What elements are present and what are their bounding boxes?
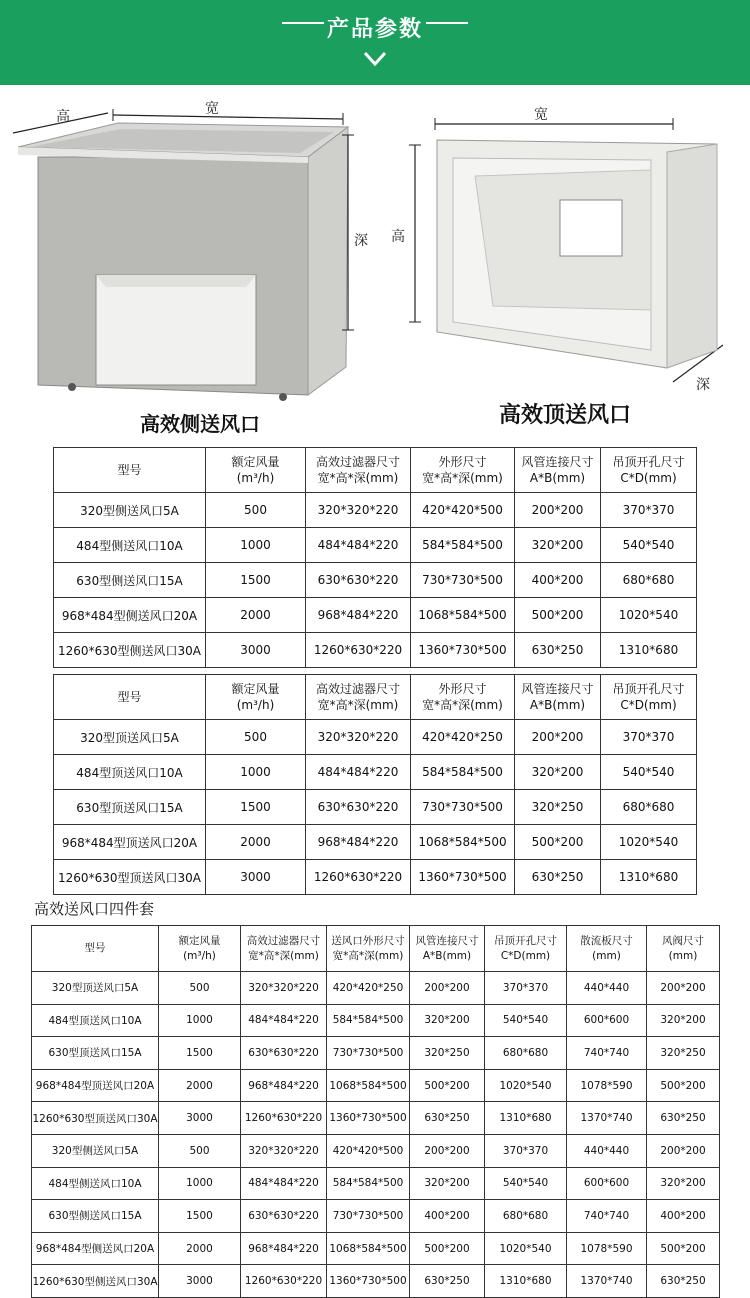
- table-cell: 320*200: [515, 528, 601, 563]
- table-cell: 3000: [206, 860, 306, 895]
- table-cell: 1078*590: [567, 1232, 647, 1265]
- table-cell: 3000: [206, 633, 306, 668]
- table-cell: 1360*730*500: [327, 1265, 410, 1298]
- table-cell: 1000: [206, 755, 306, 790]
- table-cell: 1310*680: [485, 1102, 567, 1135]
- table-cell: 630*630*220: [241, 1037, 327, 1070]
- table-cell: 320*200: [647, 1167, 720, 1200]
- table-cell: 630*250: [647, 1102, 720, 1135]
- table-cell: 420*420*250: [411, 720, 515, 755]
- table-cell: 630*250: [647, 1265, 720, 1298]
- model-cell: 1260*630型侧送风口30A: [54, 633, 206, 668]
- table-cell: 630*250: [515, 860, 601, 895]
- table-cell: 1260*630*220: [306, 860, 411, 895]
- table-cell: 200*200: [647, 972, 720, 1005]
- model-cell: 968*484型侧送风口20A: [54, 598, 206, 633]
- table-cell: 1020*540: [601, 825, 697, 860]
- column-header: 吊顶开孔尺寸 C*D(mm): [485, 926, 567, 972]
- table-header-row: [54, 675, 697, 720]
- side-outlet-photo: [8, 105, 378, 410]
- table-cell: 1020*540: [601, 598, 697, 633]
- table-cell: 320*320*220: [241, 972, 327, 1005]
- banner-right-rule: [426, 22, 468, 24]
- model-cell: 1260*630型顶送风口30A: [32, 1102, 159, 1135]
- table-cell: 500*200: [647, 1069, 720, 1102]
- table-cell: 2000: [159, 1069, 241, 1102]
- table-cell: 584*584*500: [411, 755, 515, 790]
- column-header: 型号: [54, 675, 206, 720]
- table-row: [32, 1167, 720, 1200]
- table-cell: 1500: [159, 1037, 241, 1070]
- model-cell: 320型侧送风口5A: [32, 1134, 159, 1167]
- column-header: 送风口外形尺寸 宽*高*深(mm): [327, 926, 410, 972]
- table-cell: 740*740: [567, 1200, 647, 1233]
- table-cell: 3000: [159, 1102, 241, 1135]
- table-cell: 540*540: [485, 1004, 567, 1037]
- table-row: [32, 1102, 720, 1135]
- side-dim-height: 高: [56, 109, 70, 125]
- table-row: [54, 563, 697, 598]
- column-header: 额定风量 (m³/h): [206, 675, 306, 720]
- table-cell: 200*200: [410, 1134, 485, 1167]
- table-cell: 680*680: [601, 790, 697, 825]
- model-cell: 630型顶送风口15A: [32, 1037, 159, 1070]
- table-row: [32, 1069, 720, 1102]
- table-cell: 630*630*220: [306, 563, 411, 598]
- table-cell: 740*740: [567, 1037, 647, 1070]
- model-cell: 968*484型顶送风口20A: [54, 825, 206, 860]
- table-cell: 1260*630*220: [241, 1102, 327, 1135]
- table-cell: 320*200: [410, 1167, 485, 1200]
- table-cell: 1500: [206, 790, 306, 825]
- table-cell: 1260*630*220: [306, 633, 411, 668]
- table-cell: 320*250: [647, 1037, 720, 1070]
- table-cell: 680*680: [485, 1200, 567, 1233]
- model-cell: 484型顶送风口10A: [54, 755, 206, 790]
- table-cell: 440*440: [567, 1134, 647, 1167]
- side-outlet-caption: 高效侧送风口: [140, 412, 260, 436]
- table-cell: 1068*584*500: [327, 1232, 410, 1265]
- table-cell: 730*730*500: [327, 1037, 410, 1070]
- table-cell: 500: [159, 972, 241, 1005]
- model-cell: 1260*630型顶送风口30A: [54, 860, 206, 895]
- table-cell: 968*484*220: [306, 825, 411, 860]
- table-cell: 400*200: [410, 1200, 485, 1233]
- table-cell: 320*250: [515, 790, 601, 825]
- table-row: [54, 598, 697, 633]
- table-row: [32, 1037, 720, 1070]
- table-row: [32, 1232, 720, 1265]
- table-cell: 500: [159, 1134, 241, 1167]
- table-cell: 320*320*220: [306, 493, 411, 528]
- table-row: [54, 493, 697, 528]
- table-row: [32, 972, 720, 1005]
- table-cell: 484*484*220: [241, 1004, 327, 1037]
- table-cell: 1068*584*500: [411, 825, 515, 860]
- column-header: 风阀尺寸 (mm): [647, 926, 720, 972]
- model-cell: 484型侧送风口10A: [32, 1167, 159, 1200]
- table-cell: 1310*680: [485, 1265, 567, 1298]
- table-cell: 500: [206, 720, 306, 755]
- chevron-down-icon: [362, 50, 388, 68]
- model-cell: 320型顶送风口5A: [32, 972, 159, 1005]
- top-outlet-caption: 高效顶送风口: [498, 403, 631, 428]
- table-row: [54, 528, 697, 563]
- banner-title: 产品参数: [326, 17, 423, 42]
- table-cell: 584*584*500: [411, 528, 515, 563]
- table-cell: 1260*630*220: [241, 1265, 327, 1298]
- table-row: [54, 790, 697, 825]
- table-cell: 600*600: [567, 1004, 647, 1037]
- top-dim-height: 高: [391, 229, 405, 245]
- table-cell: 630*630*220: [306, 790, 411, 825]
- side-dim-width: 宽: [205, 101, 219, 117]
- table-cell: 1310*680: [601, 860, 697, 895]
- table-cell: 1068*584*500: [411, 598, 515, 633]
- table-cell: 1360*730*500: [411, 860, 515, 895]
- table-cell: 1370*740: [567, 1102, 647, 1135]
- table-cell: 1000: [206, 528, 306, 563]
- table-row: [32, 1004, 720, 1037]
- table-cell: 370*370: [601, 493, 697, 528]
- table-cell: 630*250: [410, 1265, 485, 1298]
- table-cell: 500*200: [410, 1069, 485, 1102]
- four-piece-set-title: 高效送风口四件套: [34, 900, 155, 918]
- table-cell: 320*250: [410, 1037, 485, 1070]
- model-cell: 484型侧送风口10A: [54, 528, 206, 563]
- table-cell: 500*200: [515, 598, 601, 633]
- model-cell: 968*484型顶送风口20A: [32, 1069, 159, 1102]
- side-outlet-spec-table: [53, 447, 697, 668]
- table-cell: 680*680: [485, 1037, 567, 1070]
- table-row: [54, 825, 697, 860]
- table-cell: 730*730*500: [411, 563, 515, 598]
- table-cell: 1360*730*500: [411, 633, 515, 668]
- table-row: [32, 1265, 720, 1298]
- column-header: 高效过滤器尺寸 宽*高*深(mm): [306, 675, 411, 720]
- table-cell: 320*200: [410, 1004, 485, 1037]
- column-header: 型号: [32, 926, 159, 972]
- column-header: 外形尺寸 宽*高*深(mm): [411, 448, 515, 493]
- four-piece-set-spec-table: [31, 925, 720, 1298]
- table-cell: 1020*540: [485, 1232, 567, 1265]
- table-cell: 584*584*500: [327, 1004, 410, 1037]
- column-header: 风管连接尺寸 A*B(mm): [515, 675, 601, 720]
- model-cell: 968*484型侧送风口20A: [32, 1232, 159, 1265]
- table-cell: 370*370: [485, 1134, 567, 1167]
- table-cell: 320*320*220: [241, 1134, 327, 1167]
- column-header: 吊顶开孔尺寸 C*D(mm): [601, 675, 697, 720]
- table-cell: 630*630*220: [241, 1200, 327, 1233]
- table-cell: 2000: [206, 825, 306, 860]
- table-cell: 320*200: [515, 755, 601, 790]
- table-cell: 3000: [159, 1265, 241, 1298]
- column-header: 散流板尺寸 (mm): [567, 926, 647, 972]
- table-cell: 484*484*220: [241, 1167, 327, 1200]
- table-row: [54, 633, 697, 668]
- table-cell: 730*730*500: [327, 1200, 410, 1233]
- column-header: 风管连接尺寸 A*B(mm): [515, 448, 601, 493]
- table-cell: 400*200: [515, 563, 601, 598]
- model-cell: 320型侧送风口5A: [54, 493, 206, 528]
- table-cell: 200*200: [515, 720, 601, 755]
- table-cell: 2000: [206, 598, 306, 633]
- table-header-row: [32, 926, 720, 972]
- table-cell: 320*200: [647, 1004, 720, 1037]
- table-cell: 1370*740: [567, 1265, 647, 1298]
- column-header: 高效过滤器尺寸 宽*高*深(mm): [241, 926, 327, 972]
- header-banner: [0, 0, 750, 85]
- table-cell: 680*680: [601, 563, 697, 598]
- table-cell: 1360*730*500: [327, 1102, 410, 1135]
- model-cell: 630型侧送风口15A: [54, 563, 206, 598]
- table-cell: 484*484*220: [306, 755, 411, 790]
- table-cell: 500*200: [410, 1232, 485, 1265]
- table-cell: 968*484*220: [241, 1232, 327, 1265]
- top-dim-width: 宽: [534, 107, 548, 123]
- table-cell: 2000: [159, 1232, 241, 1265]
- table-header-row: [54, 448, 697, 493]
- column-header: 型号: [54, 448, 206, 493]
- table-cell: 500*200: [647, 1232, 720, 1265]
- table-cell: 968*484*220: [306, 598, 411, 633]
- table-cell: 420*420*500: [411, 493, 515, 528]
- table-cell: 500*200: [515, 825, 601, 860]
- table-cell: 320*320*220: [306, 720, 411, 755]
- table-cell: 1068*584*500: [327, 1069, 410, 1102]
- table-row: [54, 755, 697, 790]
- table-cell: 400*200: [647, 1200, 720, 1233]
- table-row: [32, 1134, 720, 1167]
- table-row: [54, 720, 697, 755]
- table-cell: 1020*540: [485, 1069, 567, 1102]
- table-cell: 1500: [159, 1200, 241, 1233]
- table-cell: 630*250: [515, 633, 601, 668]
- table-cell: 540*540: [601, 528, 697, 563]
- table-cell: 500: [206, 493, 306, 528]
- table-cell: 1310*680: [601, 633, 697, 668]
- side-dim-depth: 深: [354, 233, 368, 249]
- model-cell: 630型顶送风口15A: [54, 790, 206, 825]
- table-cell: 420*420*500: [327, 1134, 410, 1167]
- table-cell: 200*200: [515, 493, 601, 528]
- table-cell: 1000: [159, 1004, 241, 1037]
- column-header: 高效过滤器尺寸 宽*高*深(mm): [306, 448, 411, 493]
- table-cell: 540*540: [485, 1167, 567, 1200]
- table-cell: 630*250: [410, 1102, 485, 1135]
- model-cell: 484型顶送风口10A: [32, 1004, 159, 1037]
- column-header: 吊顶开孔尺寸 C*D(mm): [601, 448, 697, 493]
- table-cell: 540*540: [601, 755, 697, 790]
- table-row: [54, 860, 697, 895]
- table-row: [32, 1200, 720, 1233]
- table-cell: 584*584*500: [327, 1167, 410, 1200]
- table-cell: 730*730*500: [411, 790, 515, 825]
- table-cell: 600*600: [567, 1167, 647, 1200]
- table-cell: 1000: [159, 1167, 241, 1200]
- table-cell: 200*200: [647, 1134, 720, 1167]
- model-cell: 630型侧送风口15A: [32, 1200, 159, 1233]
- top-outlet-spec-table: [53, 674, 697, 895]
- top-outlet-photo: [405, 100, 745, 390]
- model-cell: 320型顶送风口5A: [54, 720, 206, 755]
- column-header: 风管连接尺寸 A*B(mm): [410, 926, 485, 972]
- top-dim-depth: 深: [696, 377, 710, 393]
- table-cell: 968*484*220: [241, 1069, 327, 1102]
- table-cell: 1078*590: [567, 1069, 647, 1102]
- table-cell: 420*420*250: [327, 972, 410, 1005]
- column-header: 额定风量 (m³/h): [159, 926, 241, 972]
- column-header: 额定风量 (m³/h): [206, 448, 306, 493]
- model-cell: 1260*630型侧送风口30A: [32, 1265, 159, 1298]
- table-cell: 440*440: [567, 972, 647, 1005]
- table-cell: 484*484*220: [306, 528, 411, 563]
- table-cell: 370*370: [601, 720, 697, 755]
- table-cell: 1500: [206, 563, 306, 598]
- table-cell: 200*200: [410, 972, 485, 1005]
- table-cell: 370*370: [485, 972, 567, 1005]
- column-header: 外形尺寸 宽*高*深(mm): [411, 675, 515, 720]
